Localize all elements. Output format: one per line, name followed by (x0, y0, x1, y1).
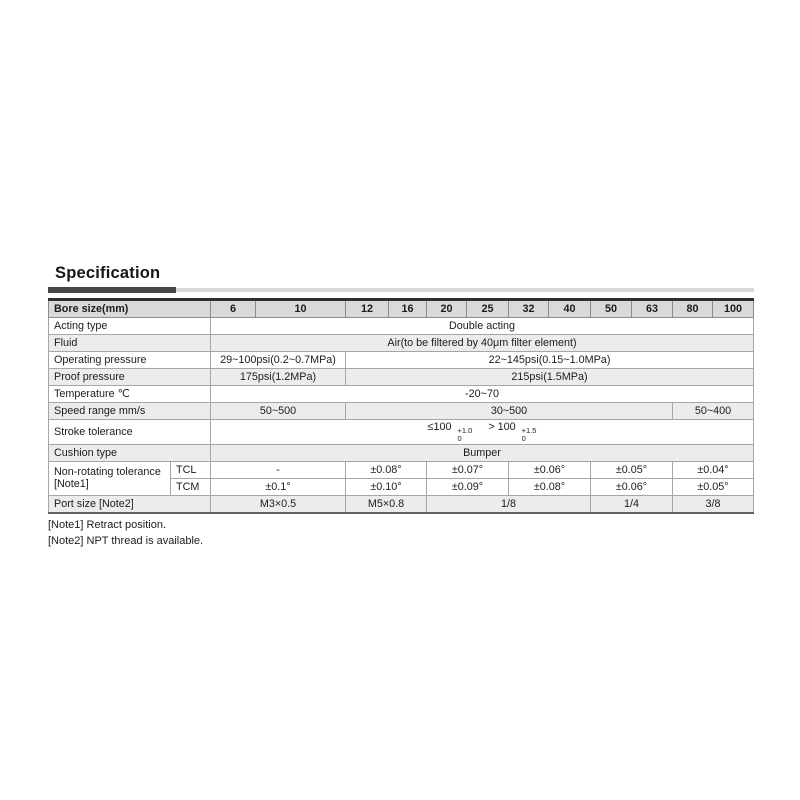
port-size-cell-0: Port size [Note2] (49, 495, 211, 513)
row-fluid (49, 335, 754, 352)
row-acting-type (49, 318, 754, 335)
port-size-cell-4: 1/4 (591, 495, 673, 513)
non-rotating-tcl-cell-6: ±0.05° (591, 461, 673, 478)
operating-pressure-cell-0: Operating pressure (49, 352, 211, 369)
row-temperature (49, 386, 754, 403)
bore-size-header-cell-11: 80 (673, 300, 713, 318)
title-underline (48, 287, 754, 294)
row-stroke-tolerance (49, 420, 754, 445)
row-operating-pressure (49, 352, 754, 369)
proof-pressure-cell-2: 215psi(1.5MPa) (346, 369, 754, 386)
non-rotating-tcl-cell-7: ±0.04° (673, 461, 754, 478)
bore-size-header-cell-0: Bore size(mm) (49, 300, 211, 318)
non-rotating-tcm-cell-0: TCM (171, 478, 211, 495)
acting-type-cell-1: Double acting (211, 318, 754, 335)
bore-size-header-cell-6: 25 (467, 300, 509, 318)
footnotes (48, 518, 754, 549)
bore-size-header-cell-1: 6 (211, 300, 256, 318)
speed-range-cell-0: Speed range mm/s (49, 403, 211, 420)
acting-type-cell-0: Acting type (49, 318, 211, 335)
operating-pressure-cell-1: 29~100psi(0.2~0.7MPa) (211, 352, 346, 369)
cushion-type-cell-0: Cushion type (49, 444, 211, 461)
non-rotating-tcl-cell-1: TCL (171, 461, 211, 478)
proof-pressure-cell-1: 175psi(1.2MPa) (211, 369, 346, 386)
temperature-cell-0: Temperature ℃ (49, 386, 211, 403)
operating-pressure-cell-2: 22~145psi(0.15~1.0MPa) (346, 352, 754, 369)
row-bore-size-header (49, 300, 754, 318)
row-port-size (49, 495, 754, 513)
bore-size-header-cell-9: 50 (591, 300, 632, 318)
tolerance-stack: +1.5 0 (521, 426, 537, 443)
fluid-cell-1: Air(to be filtered by 40μm filter element) (211, 335, 754, 352)
non-rotating-tcl-cell-2: - (211, 461, 346, 478)
stroke-tolerance-cell-1: ≤100 +1.0 0 > 100 +1.5 0 (211, 420, 754, 445)
port-size-cell-2: M5×0.8 (346, 495, 427, 513)
section-title: Specification (55, 264, 161, 282)
specification-table (48, 298, 754, 514)
bore-size-header-cell-4: 16 (389, 300, 427, 318)
specification-section (48, 264, 754, 549)
bore-size-header-cell-5: 20 (427, 300, 467, 318)
footnote-2: [Note2] NPT thread is available. (48, 534, 204, 547)
non-rotating-tcm-cell-5: ±0.06° (591, 478, 673, 495)
speed-range-cell-3: 50~400 (673, 403, 754, 420)
non-rotating-tcl-cell-5: ±0.06° (509, 461, 591, 478)
non-rotating-tcl-cell-0: Non-rotating tolerance [Note1] (49, 461, 171, 495)
speed-range-cell-2: 30~500 (346, 403, 673, 420)
temperature-cell-1: -20~70 (211, 386, 754, 403)
port-size-cell-1: M3×0.5 (211, 495, 346, 513)
non-rotating-tcm-cell-6: ±0.05° (673, 478, 754, 495)
bore-size-header-cell-3: 12 (346, 300, 389, 318)
row-proof-pressure (49, 369, 754, 386)
non-rotating-tcm-cell-2: ±0.10° (346, 478, 427, 495)
table-body (49, 300, 754, 513)
non-rotating-tcl-cell-3: ±0.08° (346, 461, 427, 478)
row-speed-range (49, 403, 754, 420)
row-non-rotating-tcl (49, 461, 754, 478)
cushion-type-cell-1: Bumper (211, 444, 754, 461)
stroke-tolerance-cell-0: Stroke tolerance (49, 420, 211, 445)
non-rotating-tcl-cell-4: ±0.07° (427, 461, 509, 478)
bore-size-header-cell-7: 32 (509, 300, 549, 318)
port-size-cell-5: 3/8 (673, 495, 754, 513)
title-underline-light-segment (176, 288, 754, 292)
row-cushion-type (49, 444, 754, 461)
bore-size-header-cell-12: 100 (713, 300, 754, 318)
non-rotating-tcm-cell-1: ±0.1° (211, 478, 346, 495)
port-size-cell-3: 1/8 (427, 495, 591, 513)
non-rotating-tcm-cell-3: ±0.09° (427, 478, 509, 495)
non-rotating-tcm-cell-4: ±0.08° (509, 478, 591, 495)
bore-size-header-cell-10: 63 (632, 300, 673, 318)
footnote-1: [Note1] Retract position. (48, 518, 167, 531)
fluid-cell-0: Fluid (49, 335, 211, 352)
proof-pressure-cell-0: Proof pressure (49, 369, 211, 386)
title-underline-dark-segment (48, 287, 176, 293)
tolerance-stack: +1.0 0 (457, 426, 473, 443)
speed-range-cell-1: 50~500 (211, 403, 346, 420)
bore-size-header-cell-8: 40 (549, 300, 591, 318)
bore-size-header-cell-2: 10 (256, 300, 346, 318)
